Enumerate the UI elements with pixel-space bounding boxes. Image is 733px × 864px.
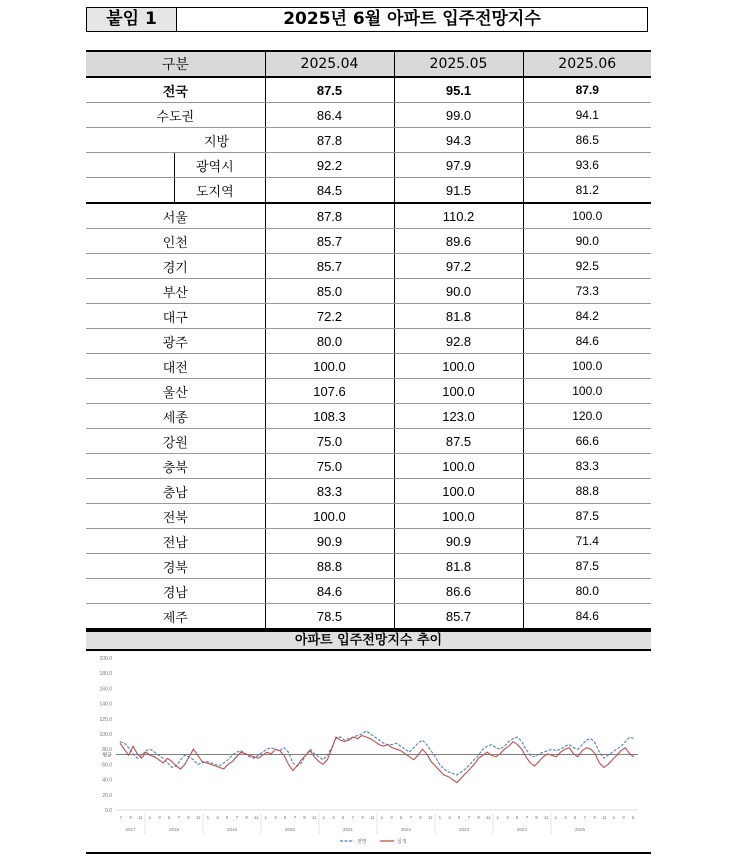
year-label: 2021: [342, 827, 354, 832]
x-tick-label: 5: [283, 815, 287, 820]
x-tick-label: 3: [274, 815, 277, 820]
x-tick-label: 9: [187, 815, 190, 820]
x-tick-label: 9: [303, 815, 306, 820]
x-tick-label: 1: [438, 815, 442, 820]
row-value: 86.6: [394, 579, 523, 604]
row-value: 75.0: [265, 454, 394, 479]
column-header: 2025.04: [265, 51, 394, 77]
y-tick-label: 160.0: [99, 686, 112, 693]
row-value: 100.0: [523, 203, 651, 229]
table-row: [86, 454, 651, 479]
row-value: 97.2: [394, 254, 523, 279]
row-value: 94.1: [523, 103, 651, 128]
row-label: 대전: [86, 354, 265, 379]
row-label: 광역시: [86, 153, 265, 178]
trend-chart: [86, 651, 651, 854]
year-label: 2020: [284, 827, 296, 832]
row-value: 90.9: [265, 529, 394, 554]
row-label: 경기: [86, 254, 265, 279]
row-value: 120.0: [523, 404, 651, 429]
row-label: 충북: [86, 454, 265, 479]
row-value: 84.6: [523, 329, 651, 354]
y-tick-label: 20.0: [102, 792, 112, 799]
table-row: [86, 128, 651, 153]
x-tick-label: 5: [341, 815, 345, 820]
row-label: 울산: [86, 379, 265, 404]
table-row: [86, 354, 651, 379]
row-label: 충남: [86, 479, 265, 504]
row-label: 지방: [86, 128, 265, 153]
row-value: 97.9: [394, 153, 523, 178]
x-tick-label: 7: [293, 815, 297, 820]
y-tick-label: 60.0: [102, 762, 112, 769]
row-label: 인천: [86, 229, 265, 254]
series-line-forecast: [120, 731, 634, 775]
x-tick-label: 9: [419, 815, 422, 820]
x-tick-label: 11: [485, 815, 491, 820]
column-header: 구분: [86, 51, 265, 77]
table-row: [86, 529, 651, 554]
row-value: 107.6: [265, 379, 394, 404]
y-tick-label: 140.0: [99, 701, 112, 708]
year-label: 2023: [458, 827, 470, 832]
table-row: [86, 429, 651, 454]
row-value: 100.0: [265, 354, 394, 379]
x-tick-label: 7: [409, 815, 413, 820]
row-value: 100.0: [265, 504, 394, 529]
x-tick-label: 3: [448, 815, 451, 820]
row-value: 87.5: [394, 429, 523, 454]
legend-label: 전망: [357, 839, 367, 845]
x-tick-label: 5: [573, 815, 577, 820]
y-tick-label: 80.0: [102, 747, 112, 754]
row-value: 81.8: [394, 304, 523, 329]
attachment-label: 붙임 1: [87, 8, 177, 31]
table-row: [86, 554, 651, 579]
year-label: 2017: [125, 827, 136, 832]
x-tick-label: 9: [535, 815, 538, 820]
x-tick-label: 7: [235, 815, 239, 820]
row-label: 전국: [86, 77, 265, 103]
row-value: 92.5: [523, 254, 651, 279]
table-row: [86, 329, 651, 354]
row-value: 81.8: [394, 554, 523, 579]
row-value: 90.0: [523, 229, 651, 254]
chart-title: 아파트 입주전망지수 추이: [86, 630, 651, 651]
table-row: [86, 404, 651, 429]
row-label: 경북: [86, 554, 265, 579]
column-header: 2025.05: [394, 51, 523, 77]
x-tick-label: 5: [399, 815, 403, 820]
table-row: [86, 229, 651, 254]
x-tick-label: 3: [506, 815, 509, 820]
y-tick-label: 200.0: [99, 656, 112, 662]
row-value: 88.8: [265, 554, 394, 579]
x-tick-label: 1: [380, 815, 384, 820]
row-value: 80.0: [523, 579, 651, 604]
row-value: 66.6: [523, 429, 651, 454]
x-tick-label: 7: [467, 815, 471, 820]
x-tick-label: 5: [631, 815, 635, 820]
row-value: 87.5: [523, 554, 651, 579]
row-value: 100.0: [394, 454, 523, 479]
x-tick-label: 3: [216, 815, 219, 820]
trend-chart-svg: [86, 651, 651, 852]
row-value: 87.8: [265, 203, 394, 229]
row-value: 99.0: [394, 103, 523, 128]
table-row: [86, 203, 651, 229]
row-value: 91.5: [394, 178, 523, 204]
table-header-row: [86, 51, 651, 77]
row-value: 84.5: [265, 178, 394, 204]
row-value: 80.0: [265, 329, 394, 354]
year-label: 2022: [400, 827, 412, 832]
row-value: 84.6: [265, 579, 394, 604]
x-tick-label: 3: [622, 815, 625, 820]
x-tick-label: 11: [601, 815, 607, 820]
x-tick-label: 11: [543, 815, 549, 820]
row-value: 85.7: [394, 604, 523, 630]
y-tick-label: 100.0: [99, 732, 112, 738]
row-label: 제주: [86, 604, 265, 630]
row-value: 108.3: [265, 404, 394, 429]
row-value: 83.3: [523, 454, 651, 479]
x-tick-label: 1: [148, 815, 152, 820]
row-label: 대구: [86, 304, 265, 329]
table-row: [86, 279, 651, 304]
row-label: 전북: [86, 504, 265, 529]
row-value: 85.0: [265, 279, 394, 304]
y-tick-label: 120.0: [99, 716, 112, 723]
row-value: 110.2: [394, 203, 523, 229]
row-value: 75.0: [265, 429, 394, 454]
x-tick-label: 9: [129, 815, 132, 820]
row-value: 86.4: [265, 103, 394, 128]
row-value: 100.0: [394, 479, 523, 504]
x-tick-label: 3: [332, 815, 335, 820]
table-row: [86, 579, 651, 604]
x-tick-label: 9: [361, 815, 364, 820]
row-label: 도지역: [86, 178, 265, 204]
x-tick-label: 7: [583, 815, 587, 820]
row-label: 수도권: [86, 103, 265, 128]
y-tick-label: 40.0: [102, 777, 112, 784]
row-value: 78.5: [265, 604, 394, 630]
table-row: [86, 504, 651, 529]
x-tick-label: 1: [322, 815, 326, 820]
y-tick-label: 0.0: [105, 808, 112, 814]
row-value: 86.5: [523, 128, 651, 153]
row-value: 100.0: [523, 354, 651, 379]
x-tick-label: 1: [612, 815, 616, 820]
row-value: 100.0: [394, 379, 523, 404]
table-row: [86, 479, 651, 504]
x-tick-label: 3: [390, 815, 393, 820]
document-title: 2025년 6월 아파트 입주전망지수: [283, 9, 541, 29]
x-tick-label: 11: [369, 815, 375, 820]
row-value: 84.6: [523, 604, 651, 630]
row-label: 전남: [86, 529, 265, 554]
x-tick-label: 7: [119, 815, 123, 820]
row-label: 부산: [86, 279, 265, 304]
column-header: 2025.06: [523, 51, 651, 77]
row-label: 세종: [86, 404, 265, 429]
x-tick-label: 11: [195, 815, 201, 820]
table-row: [86, 379, 651, 404]
x-tick-label: 3: [564, 815, 567, 820]
row-value: 85.7: [265, 229, 394, 254]
year-label: 2018: [168, 827, 180, 832]
x-tick-label: 7: [525, 815, 529, 820]
row-value: 95.1: [394, 77, 523, 103]
table-row: [86, 77, 651, 103]
x-tick-label: 9: [593, 815, 596, 820]
legend-label: 실적: [397, 839, 407, 845]
row-value: 94.3: [394, 128, 523, 153]
x-tick-label: 9: [245, 815, 248, 820]
row-value: 123.0: [394, 404, 523, 429]
x-tick-label: 7: [351, 815, 355, 820]
table-row: [86, 604, 651, 630]
row-value: 100.0: [394, 504, 523, 529]
row-value: 92.2: [265, 153, 394, 178]
row-value: 71.4: [523, 529, 651, 554]
x-tick-label: 11: [311, 815, 317, 820]
x-tick-label: 5: [515, 815, 519, 820]
x-tick-label: 11: [137, 815, 143, 820]
year-label: 2024: [516, 827, 528, 832]
row-label: 경남: [86, 579, 265, 604]
x-tick-label: 1: [264, 815, 268, 820]
row-value: 92.8: [394, 329, 523, 354]
y-tick-label: 180.0: [99, 671, 112, 678]
x-tick-label: 1: [496, 815, 500, 820]
row-value: 100.0: [523, 379, 651, 404]
x-tick-label: 5: [225, 815, 229, 820]
row-value: 90.0: [394, 279, 523, 304]
row-value: 73.3: [523, 279, 651, 304]
row-value: 84.2: [523, 304, 651, 329]
row-value: 87.9: [523, 77, 651, 103]
row-value: 100.0: [394, 354, 523, 379]
x-tick-label: 5: [457, 815, 461, 820]
row-value: 87.5: [265, 77, 394, 103]
x-tick-label: 5: [167, 815, 171, 820]
attachment-header: [86, 7, 648, 32]
row-value: 87.5: [523, 504, 651, 529]
row-value: 89.6: [394, 229, 523, 254]
series-line-actual: [120, 736, 634, 783]
x-tick-label: 11: [253, 815, 259, 820]
x-tick-label: 1: [206, 815, 210, 820]
row-value: 88.8: [523, 479, 651, 504]
x-tick-label: 1: [554, 815, 558, 820]
row-value: 85.7: [265, 254, 394, 279]
index-table: [86, 50, 651, 630]
x-tick-label: 11: [427, 815, 433, 820]
table-row: [86, 254, 651, 279]
table-row: [86, 153, 651, 178]
x-tick-label: 9: [477, 815, 480, 820]
table-row: [86, 178, 651, 204]
row-value: 72.2: [265, 304, 394, 329]
reference-label: 평균: [102, 752, 112, 759]
table-row: [86, 304, 651, 329]
x-tick-label: 7: [177, 815, 181, 820]
row-value: 83.3: [265, 479, 394, 504]
row-label: 서울: [86, 203, 265, 229]
year-label: 2019: [226, 827, 238, 832]
x-tick-label: 3: [158, 815, 161, 820]
table-row: [86, 103, 651, 128]
row-value: 87.8: [265, 128, 394, 153]
row-label: 광주: [86, 329, 265, 354]
row-label: 강원: [86, 429, 265, 454]
year-label: 2025: [574, 827, 586, 832]
row-value: 90.9: [394, 529, 523, 554]
row-value: 81.2: [523, 178, 651, 204]
row-value: 93.6: [523, 153, 651, 178]
